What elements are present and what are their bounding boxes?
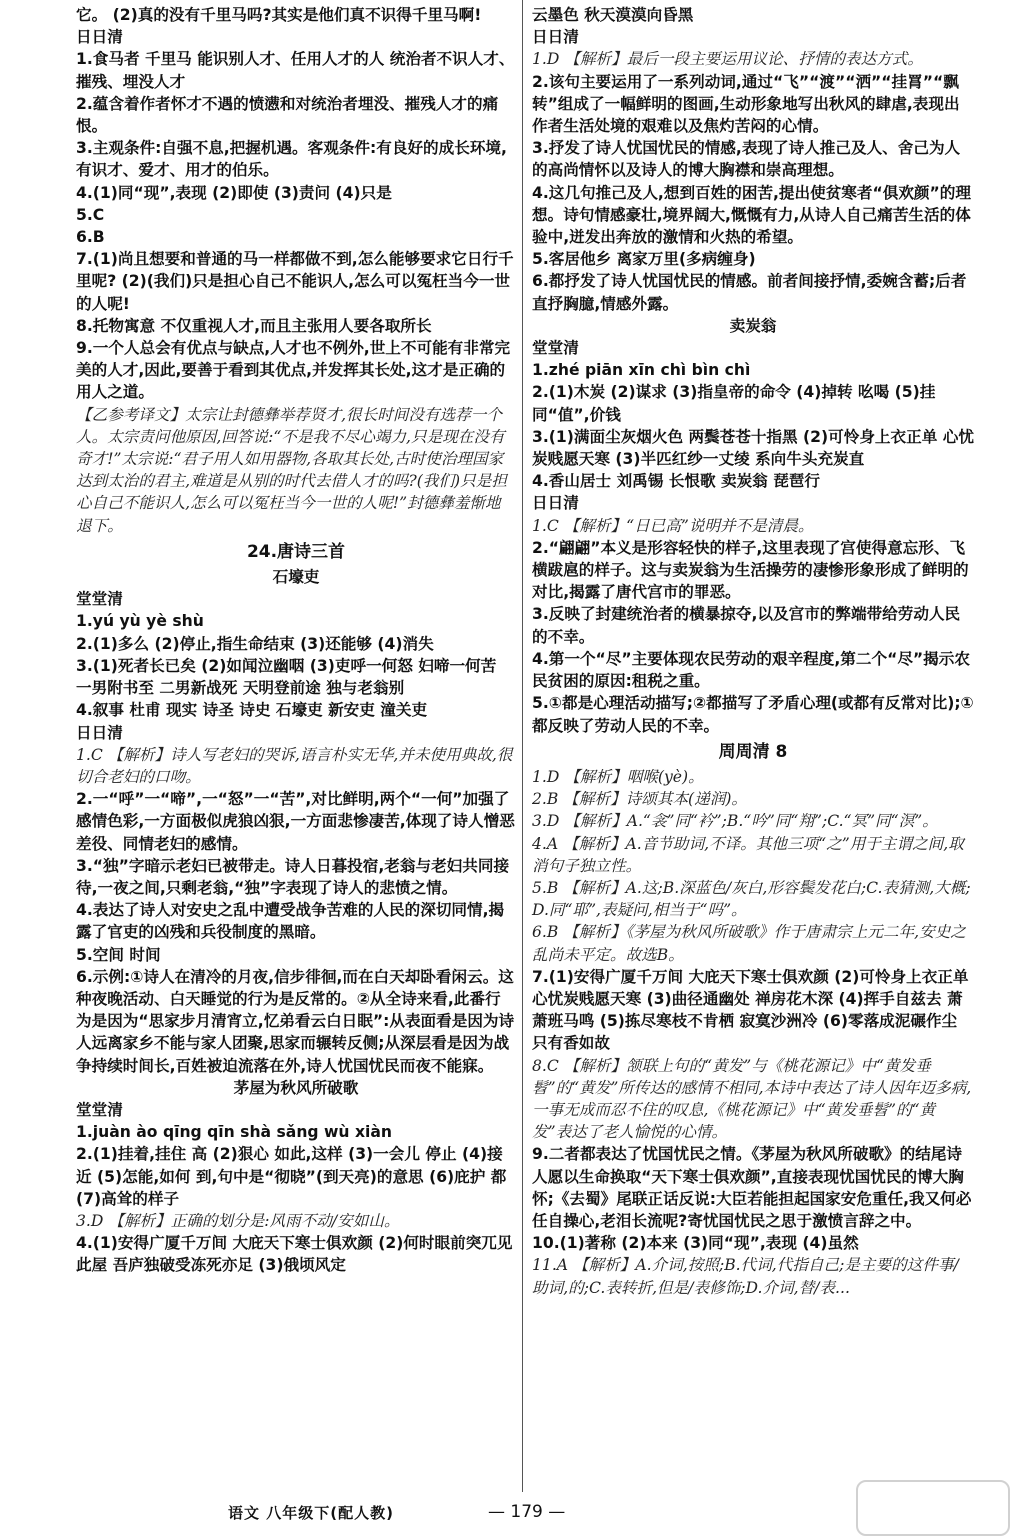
answer-line: 2.该句主要运用了一系列动词,通过“飞”“渡”“洒”“挂罥”“飘转”组成了一幅鲜明的图画,生动形象地写出秋风的肆虐,表现出作者生活处境的艰难以及焦灼苦闷的心情。 <box>532 72 960 136</box>
answer-line: 10.(1)著称 (2)本来 (3)同“现”,表现 (4)虽然 <box>532 1234 859 1253</box>
answer-line: 4.第一个“尽”主要体现农民劳动的艰辛程度,第二个“尽”揭示农民贫困的原因:租税之重。 <box>532 649 970 691</box>
section-heading: 堂堂清 <box>76 1100 123 1119</box>
answer-line: 3.(1)满面尘灰烟火色 两鬓苍苍十指黑 (2)可怜身上衣正单 心忧炭贱愿天寒 (3)半匹红纱一丈绫 系向牛头充炭直 <box>532 427 974 469</box>
answer-line: 11.A 【解析】A.介词,按照;B.代词,代指自己;是主要的这件事/助词,的;C.表转折,但是/表修饰;D.介词,替/表... <box>532 1256 959 1297</box>
answer-line: 8.托物寓意 不仅重视人才,而且主张用人要各取所长 <box>76 316 432 335</box>
answer-line: 3.D 【解析】正确的划分是:风雨不动/安如山。 <box>76 1211 400 1230</box>
answer-line: 6.都抒发了诗人忧国忧民的情感。前者间接抒情,委婉含蓄;后者直抒胸臆,情感外露。 <box>532 272 967 313</box>
answer-line: 4.表达了诗人对安史之乱中遭受战争苦难的人民的深切同情,揭露了官吏的凶残和兵役制度的黑暗。 <box>76 901 505 942</box>
poem-title: 石壕吏 <box>272 568 320 587</box>
section-heading: 日日清 <box>532 28 579 47</box>
right-column <box>532 4 974 1299</box>
poem-title: 茅屋为秋风所破歌 <box>233 1078 359 1097</box>
answer-line: 1.D 【解析】最后一段主要运用议论、抒情的表达方式。 <box>532 50 923 69</box>
answer-line: 4.A 【解析】A.音节助词,不译。其他三项“之”用于主谓之间,取消句子独立性。 <box>532 834 964 875</box>
answer-line: 云墨色 秋天漠漠向昏黑 <box>532 6 694 24</box>
answer-line: 1.C 【解析】诗人写老妇的哭诉,语言朴实无华,并未使用典故,很切合老妇的口吻。 <box>76 745 513 786</box>
answer-line: 5.B 【解析】A.这;B.深蓝色/灰白,形容鬓发花白;C.表猜测,大概;D.同“耶”,表疑问,相当于“吗”。 <box>532 878 971 920</box>
answer-line: 4.这几句推己及人,想到百姓的困苦,提出使贫寒者“俱欢颜”的理想。诗句情感豪壮,境界阔大,慨慨有力,从诗人自己痛苦生活的体验中,迸发出奔放的激情和火热的希望。 <box>532 183 971 247</box>
section-heading: 堂堂清 <box>76 590 123 609</box>
answer-line: 5.①都是心理活动描写;②都描写了矛盾心理(或都有反常对比);①都反映了劳动人民的不幸。 <box>532 694 974 735</box>
answer-line: 3.反映了封建统治者的横暴掠夺,以及宫市的弊端带给劳动人民的不幸。 <box>532 605 961 646</box>
footer-subject: 语文 八年级下(配人教) <box>228 1504 394 1522</box>
answer-line: 4.(1)同“现”,表现 (2)即使 (3)责问 (4)只是 <box>76 183 392 202</box>
section-heading: 日日清 <box>532 494 579 513</box>
answer-line: 7.(1)尚且想要和普通的马一样都做不到,怎么能够要求它日行千里呢? (2)(我们)只是担心自己不能识人,怎么可以冤枉当今一世的人呢! <box>76 250 514 313</box>
chapter-title: 24.唐诗三首 <box>246 541 346 562</box>
answer-line: 7.(1)安得广厦千万间 大庇天下寒士俱欢颜 (2)可怜身上衣正单 心忧炭贱愿天寒 (3)曲径通幽处 禅房花木深 (4)挥手自兹去 萧萧班马鸣 (5)拣尽寒枝不肯栖 寂寞沙洲冷 (6)零落成泥碾作尘 只有香如故 <box>532 967 969 1053</box>
page-number: — 179 — <box>488 1502 566 1522</box>
answer-line: 4.(1)安得广厦千万间 大庇天下寒士俱欢颜 (2)何时眼前突兀见此屋 吾庐独破受冻死亦足 (3)俄顷风定 <box>76 1234 513 1275</box>
answer-line: 2.(1)木炭 (2)谋求 (3)指皇帝的命令 (4)掉转 吆喝 (5)挂 同“值”,价钱 <box>532 383 936 424</box>
answer-line: 3.(1)死者长已矣 (2)如闻泣幽咽 (3)吏呼一何怒 妇啼一何苦 一男附书至 二男新战死 天明登前途 独与老翁别 <box>76 656 497 698</box>
left-column <box>76 4 516 1277</box>
answer-line: 2.B 【解析】诗颂其本(递润)。 <box>532 790 747 809</box>
answer-line: 9.一个人总会有优点与缺点,人才也不例外,世上不可能有非常完美的人才,因此,要善于看到其优点,并发挥其长处,这才是正确的用人之道。 <box>76 339 511 402</box>
answer-line: 1.食马者 千里马 能识别人才、任用人才的人 统治者不识人才、摧残、埋没人才 <box>76 50 515 91</box>
section-heading: 堂堂清 <box>532 339 579 358</box>
column-divider <box>522 0 523 1492</box>
answer-line: 2.一“呼”一“啼”,一“怒”一“苦”,对比鲜明,两个“一何”加强了感情色彩,一方面极似虎狼凶狠,一方面悲惨凄苦,体现了诗人憎恶差役、同情老妇的感情。 <box>76 790 515 853</box>
answer-line: 3.抒发了诗人忧国忧民的情感,表现了诗人推己及人、舍己为人的高尚情怀以及诗人的博大胸襟和崇高理想。 <box>532 139 961 180</box>
answer-line: 4.香山居士 刘禹锡 长恨歌 卖炭翁 琵琶行 <box>532 472 820 491</box>
answer-line: 9.二者都表达了忧国忧民之情。《茅屋为秋风所破歌》的结尾诗人愿以生命换取“天下寒士俱欢颜”,直接表现忧国忧民的博大胸怀;《去蜀》尾联正话反说:大臣若能担起国家安危重任,我又何必任自操心,老泪长流呢?寄忧国忧民之思于激愤言辞之中。 <box>532 1145 972 1230</box>
answer-line: 2.(1)挂着,挂住 高 (2)狠心 如此,这样 (3)一会儿 停止 (4)接近 (5)怎能,如何 到,句中是“彻晓”(到天亮)的意思 (6)庇护 都 (7)高耸的样子 <box>76 1145 507 1208</box>
answer-line: 【乙参考译文】太宗让封德彝举荐贤才,很长时间没有选荐一个人。太宗责问他原因,回答说:“不是我不尽心竭力,只是现在没有奇才!”太宗说:“君子用人如用器物,各取其长处,古时使治理国家达到太治的君主,难道是从别的时代去借人才的吗?(我们)只是担心自己不能识人,怎么可以冤枉当今一世的人呢!”封德彝羞惭地退下。 <box>76 405 507 535</box>
chapter-title: 周周清 8 <box>718 741 788 762</box>
answer-line: 1.zhé piān xīn chì bìn chì <box>532 361 751 380</box>
answer-line: 6.B <box>76 228 105 247</box>
section-heading: 日日清 <box>76 723 123 742</box>
answer-line: 2.“翩翩”本义是形容轻快的样子,这里表现了宫使得意忘形、飞横跋扈的样子。这与卖炭翁为生活操劳的凄惨形象形成了鲜明的对比,揭露了唐代宫市的罪恶。 <box>532 538 969 602</box>
answer-line: 3.主观条件:自强不息,把握机遇。客观条件:有良好的成长环境,有识才、爱才、用才的伯乐。 <box>76 139 507 180</box>
answer-line: 1.juàn ào qīng qīn shà sǎng wù xiàn <box>76 1123 392 1142</box>
answer-line: 4.叙事 杜甫 现实 诗圣 诗史 石壕吏 新安吏 潼关吏 <box>76 701 428 720</box>
answer-line: 5.客居他乡 离家万里(多病缠身) <box>532 250 756 269</box>
answer-line: 2.(1)多么 (2)停止,指生命结束 (3)还能够 (4)消失 <box>76 634 434 653</box>
answer-line: 1.yú yù yè shù <box>76 612 204 631</box>
poem-title: 卖炭翁 <box>729 316 777 335</box>
answer-line: 2.蕴含着作者怀才不遇的愤懑和对统治者埋没、摧残人才的痛恨。 <box>76 94 499 136</box>
answer-line: 5.C <box>76 205 105 224</box>
section-heading: 日日清 <box>76 28 123 47</box>
answer-line: 8.C 【解析】颔联上句的“黄发”与《桃花源记》中“黄发垂髫”的“黄发”所传达的感情不相同,本诗中表达了诗人因年迈多病,一事无成而忍不住的叹息,《桃花源记》中“黄发垂髫”的“黄发”表达了老人愉悦的心情。 <box>532 1056 972 1142</box>
answer-line: 5.空间 时间 <box>76 945 161 964</box>
watermark-logo <box>856 1480 1010 1536</box>
answer-line: 1.C 【解析】“日已高”说明并不是清晨。 <box>532 516 814 535</box>
answer-line: 3.D 【解析】A.“衾”同“衿”;B.“吟”同“翔”;C.“冥”同“溟”。 <box>532 812 938 831</box>
answer-line: 3.“独”字暗示老妇已被带走。诗人日暮投宿,老翁与老妇共同接待,一夜之间,只剩老翁,“独”字表现了诗人的悲愤之情。 <box>76 856 510 897</box>
answer-line: 它。 (2)真的没有千里马吗?其实是他们真不识得千里马啊! <box>76 6 482 24</box>
answer-line: 1.D 【解析】咽喉(yè)。 <box>532 767 704 786</box>
answer-line: 6.示例:①诗人在清冷的月夜,信步徘徊,而在白天却卧看闲云。这种夜晚活动、白天睡觉的行为是反常的。②从全诗来看,此番行为是因为“思家步月清宵立,忆弟看云白日眠”:从表面看是因为诗人远离家乡不能与家人团聚,思家而辗转反侧;从深层看是因为战争持续时间长,百姓被迫流落在外,诗人忧国忧民而夜不能寐。 <box>76 967 515 1075</box>
answer-line: 6.B 【解析】《茅屋为秋风所破歌》作于唐肃宗上元二年,安史之乱尚未平定。故选B。 <box>532 923 966 964</box>
